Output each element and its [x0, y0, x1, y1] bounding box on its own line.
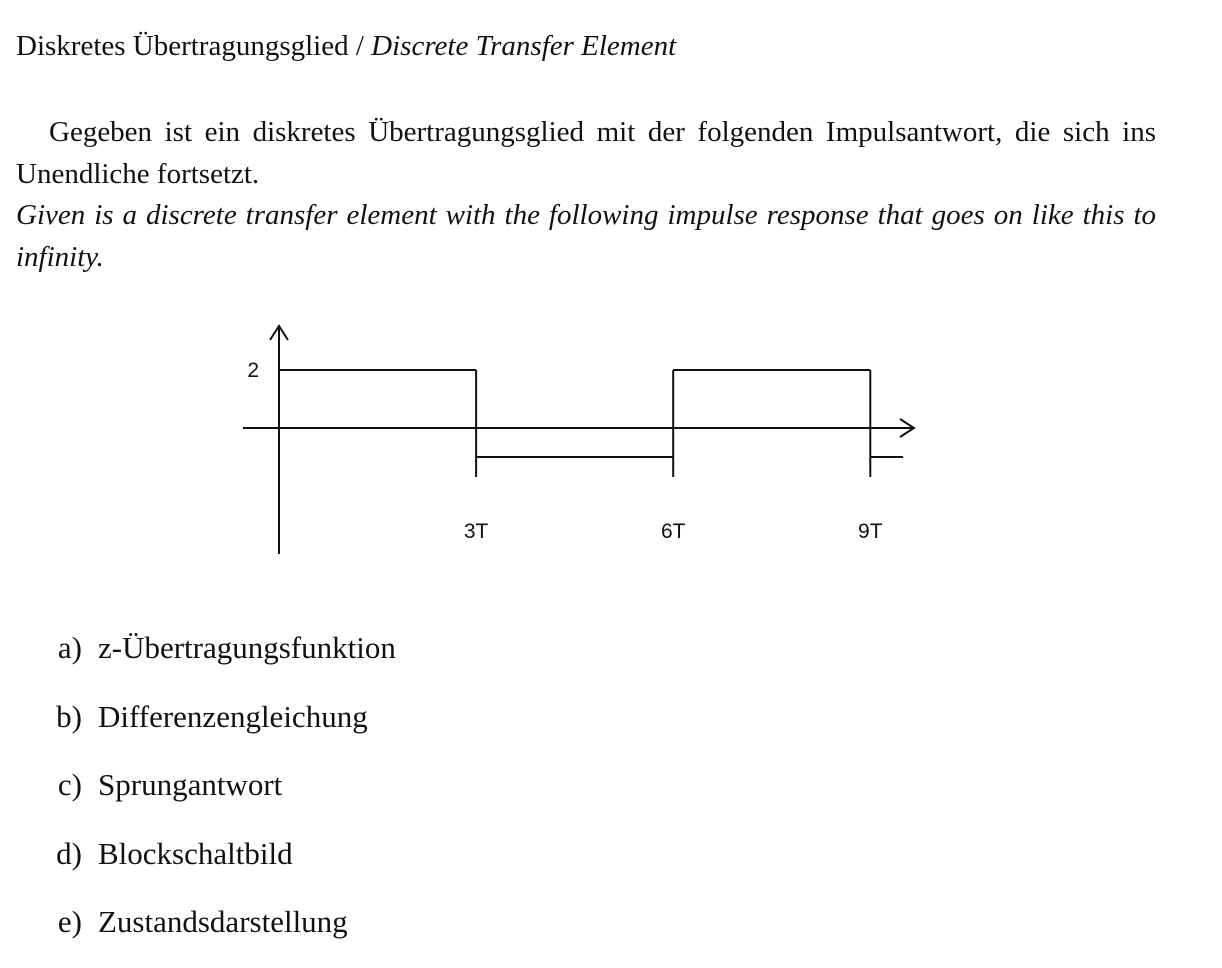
- x-tick-marks: [476, 457, 870, 477]
- intro-paragraph: [16, 112, 1156, 278]
- title-german: Diskretes Übertragungsglied: [16, 30, 349, 62]
- impulse-response-svg: [230, 318, 930, 558]
- task-text: z-Übertragungsfunktion: [98, 630, 396, 665]
- task-label: b): [56, 698, 82, 734]
- intro-english-line: [16, 195, 1156, 278]
- task-label: a): [57, 630, 82, 665]
- title-separator: /: [348, 30, 372, 62]
- intro-german-text: Gegeben ist ein diskretes Übertragungsglied mit der folgenden Impulsantwort, die sich ins Unendliche fortsetzt.: [16, 116, 1156, 190]
- task-text: Differenzengleichung: [98, 698, 368, 734]
- impulse-response-diagram: [230, 318, 930, 558]
- impulse-response-signal: [279, 370, 903, 457]
- task-text: Sprungantwort: [98, 767, 283, 802]
- x-tick-label-9t: 9T: [858, 520, 883, 543]
- task-text: Blockschaltbild: [98, 835, 293, 871]
- intro-english-text: Given is a discrete transfer element with the following impulse response that goes on like this to infinity.: [16, 199, 1156, 273]
- task-label: d): [56, 835, 82, 871]
- page-title: [16, 30, 676, 63]
- y-value-label: 2: [247, 359, 259, 382]
- task-label: c): [57, 767, 82, 802]
- x-tick-label-6t: 6T: [660, 520, 686, 543]
- x-tick-label-3t: 3T: [463, 520, 489, 543]
- task-text: Zustandsdarstellung: [98, 904, 348, 939]
- title-english: Discrete Transfer Element: [371, 30, 677, 62]
- task-label: e): [57, 904, 82, 939]
